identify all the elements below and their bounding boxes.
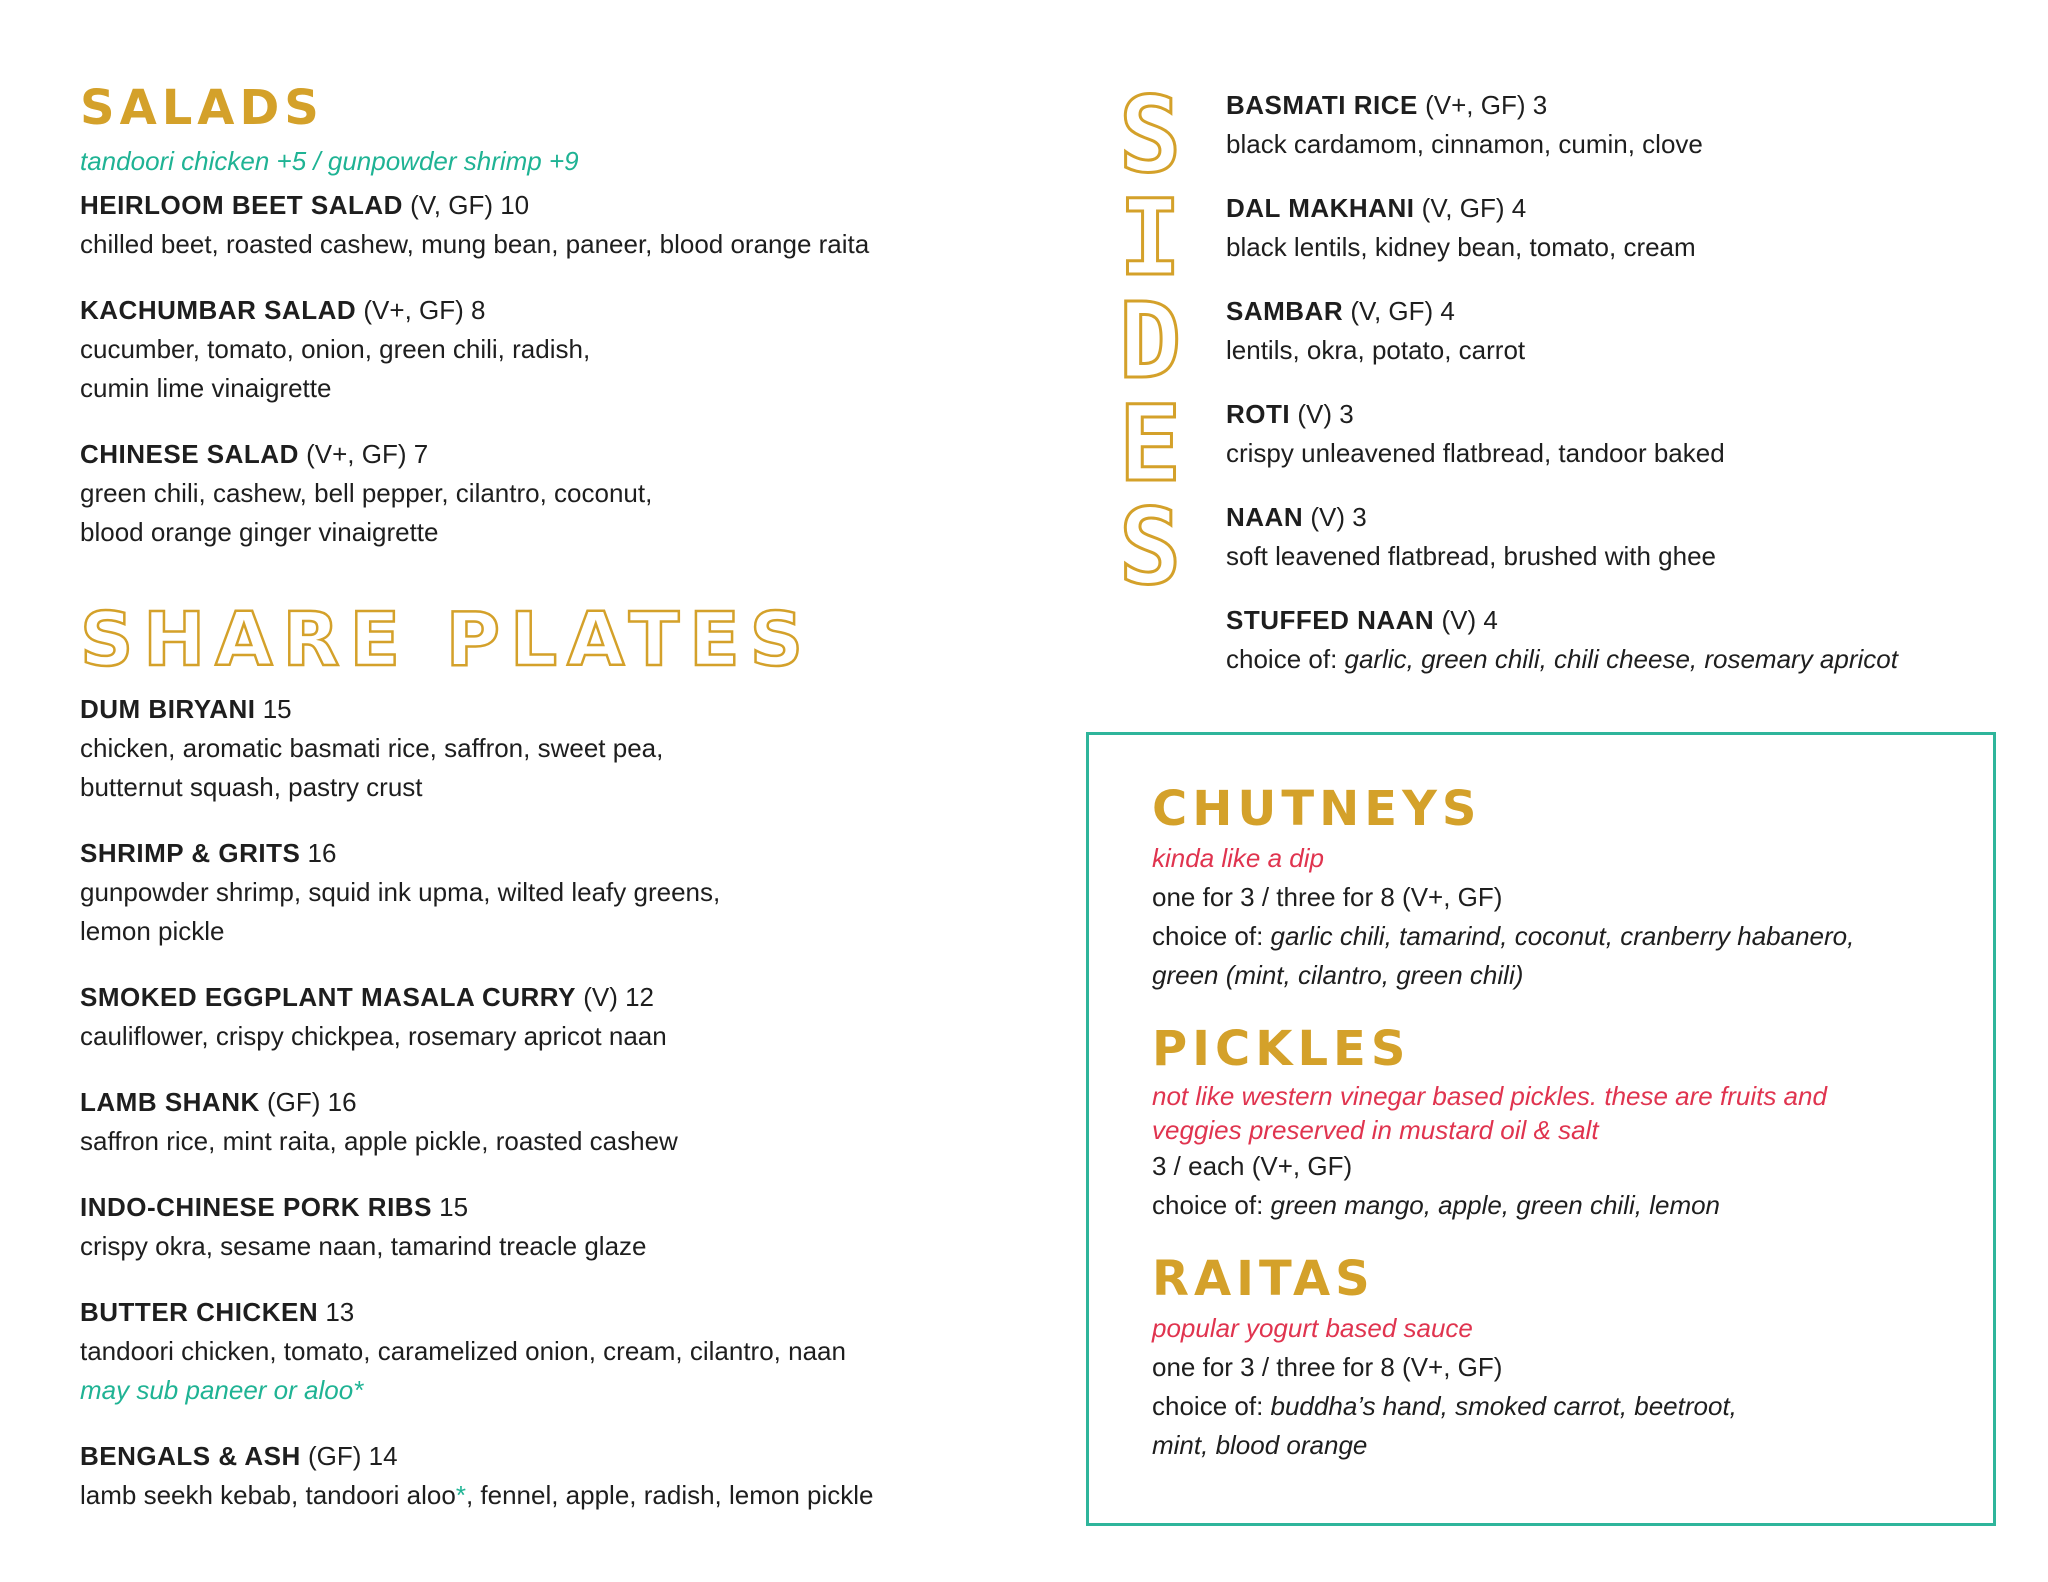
menu-item-butter-chicken: [80, 1293, 1040, 1410]
menu-item-stuffed-naan: [1226, 601, 2006, 679]
pickles-subtitle: not like western vinegar based pickles. these are fruits and: [1152, 1081, 1827, 1111]
item-desc: lemon pickle: [80, 916, 225, 946]
sides-heading-letter: E: [1118, 383, 1182, 505]
menu-item-indo-chinese-pork-ribs: [80, 1188, 1040, 1266]
raitas-subtitle: popular yogurt based sauce: [1152, 1313, 1473, 1343]
item-desc: tandoori chicken, tomato, caramelized onion, cream, cilantro, naan: [80, 1336, 846, 1366]
item-info: (V) 3: [1303, 502, 1367, 532]
item-desc: lentils, okra, potato, carrot: [1226, 335, 1526, 365]
raitas-price: one for 3 / three for 8 (V+, GF): [1152, 1352, 1503, 1382]
item-desc: saffron rice, mint raita, apple pickle, roasted cashew: [80, 1126, 678, 1156]
menu-item-shrimp-grits: [80, 834, 1040, 951]
choice-list: green mango, apple, green chili, lemon: [1270, 1190, 1721, 1220]
item-info: 13: [318, 1297, 355, 1327]
item-name: LAMB SHANK: [80, 1087, 260, 1117]
share-plates-heading: SHARE PLATES: [80, 597, 814, 683]
item-name: BASMATI RICE: [1226, 90, 1418, 120]
chutneys-choices: [1152, 917, 1933, 956]
choice-list: buddha’s hand, smoked carrot, beetroot,: [1270, 1391, 1737, 1421]
item-name: INDO-CHINESE PORK RIBS: [80, 1192, 432, 1222]
item-name: DUM BIRYANI: [80, 694, 256, 724]
item-info: (V+, GF) 8: [356, 295, 486, 325]
item-desc: gunpowder shrimp, squid ink upma, wilted leafy greens,: [80, 877, 721, 907]
item-info: 16: [300, 838, 337, 868]
item-info: (V, GF) 10: [402, 190, 530, 220]
choice-prefix: choice of:: [1152, 1190, 1271, 1220]
item-name: STUFFED NAAN: [1226, 605, 1435, 635]
item-name: SHRIMP & GRITS: [80, 838, 301, 868]
item-desc: butternut squash, pastry crust: [80, 772, 423, 802]
item-info: (V, GF) 4: [1343, 296, 1455, 326]
item-info: (V+, GF) 7: [298, 439, 429, 469]
sides-heading-letter: S: [1118, 74, 1182, 196]
item-info: 15: [255, 694, 292, 724]
item-name: ROTI: [1226, 399, 1291, 429]
item-desc: [1226, 640, 2006, 679]
item-desc: blood orange ginger vinaigrette: [80, 517, 439, 547]
menu-item-sambar: [1226, 292, 2006, 370]
raitas-heading: RAITAS: [1152, 1251, 1375, 1307]
choice-prefix: choice of:: [1152, 921, 1271, 951]
item-name: DAL MAKHANI: [1226, 193, 1415, 223]
sides-list: [1226, 86, 2006, 706]
item-info: (GF) 14: [300, 1441, 398, 1471]
item-desc: chicken, aromatic basmati rice, saffron, sweet pea,: [80, 733, 664, 763]
item-desc: cauliflower, crispy chickpea, rosemary apricot naan: [80, 1021, 667, 1051]
choice-list: green (mint, cilantro, green chili): [1152, 960, 1524, 990]
choice-prefix: choice of:: [1226, 644, 1345, 674]
menu-item-dum-biryani: [80, 690, 1040, 807]
salads-heading: SALADS: [80, 80, 324, 136]
item-desc: [80, 1476, 1040, 1515]
item-info: (V) 4: [1434, 605, 1498, 635]
item-info: (V) 12: [575, 982, 654, 1012]
sides-heading: [1108, 74, 1192, 608]
item-desc: soft leavened flatbread, brushed with ghee: [1226, 541, 1717, 571]
choice-list: mint, blood orange: [1152, 1430, 1368, 1460]
menu-item-roti: [1226, 395, 2006, 473]
menu-item-basmati-rice: [1226, 86, 2006, 164]
item-info: (V, GF) 4: [1414, 193, 1527, 223]
item-desc: crispy unleavened flatbread, tandoor baked: [1226, 438, 1725, 468]
menu-item-naan: [1226, 498, 2006, 576]
item-info: 15: [431, 1192, 469, 1222]
item-desc: cumin lime vinaigrette: [80, 373, 332, 403]
item-name: CHINESE SALAD: [80, 439, 299, 469]
left-column: [80, 80, 1040, 1542]
item-info: (V+, GF) 3: [1417, 90, 1548, 120]
desc-part: lamb seekh kebab, tandoori aloo: [80, 1480, 456, 1510]
raitas-section: [1152, 1251, 1933, 1465]
sides-heading-letter: D: [1118, 280, 1182, 402]
item-name: BENGALS & ASH: [80, 1441, 301, 1471]
choice-prefix: choice of:: [1152, 1391, 1271, 1421]
condiments-box: [1086, 732, 1996, 1526]
item-note: may sub paneer or aloo*: [80, 1375, 364, 1405]
pickles-price: 3 / each (V+, GF): [1152, 1151, 1353, 1181]
item-name: HEIRLOOM BEET SALAD: [80, 190, 403, 220]
menu-item-dal-makhani: [1226, 189, 2006, 267]
item-name: BUTTER CHICKEN: [80, 1297, 319, 1327]
item-info: (GF) 16: [259, 1087, 357, 1117]
menu-item-kachumbar-salad: [80, 291, 1040, 408]
item-desc: black cardamom, cinnamon, cumin, clove: [1226, 129, 1703, 159]
pickles-section: [1152, 1021, 1933, 1225]
raitas-choices: [1152, 1387, 1933, 1426]
item-name: SMOKED EGGPLANT MASALA CURRY: [80, 982, 576, 1012]
item-name: SAMBAR: [1226, 296, 1344, 326]
chutneys-subtitle: kinda like a dip: [1152, 843, 1324, 873]
item-name: NAAN: [1226, 502, 1304, 532]
choice-list: garlic, green chili, chili cheese, rosemary apricot: [1344, 644, 1898, 674]
pickles-subtitle: veggies preserved in mustard oil & salt: [1152, 1115, 1599, 1145]
item-desc: chilled beet, roasted cashew, mung bean, paneer, blood orange raita: [80, 229, 870, 259]
item-desc: green chili, cashew, bell pepper, cilantro, coconut,: [80, 478, 653, 508]
salads-addons: tandoori chicken +5 / gunpowder shrimp +9: [80, 146, 579, 176]
sides-heading-letter: S: [1118, 486, 1182, 608]
item-desc: black lentils, kidney bean, tomato, cream: [1226, 232, 1696, 262]
choice-list: garlic chili, tamarind, coconut, cranberry habanero,: [1270, 921, 1855, 951]
chutneys-price: one for 3 / three for 8 (V+, GF): [1152, 882, 1503, 912]
asterisk-mark: *: [455, 1480, 466, 1510]
chutneys-heading: CHUTNEYS: [1152, 781, 1482, 837]
desc-part: , fennel, apple, radish, lemon pickle: [465, 1480, 874, 1510]
menu-item-heirloom-beet-salad: [80, 186, 1040, 264]
menu-item-bengals-ash: [80, 1437, 1040, 1515]
pickles-heading: PICKLES: [1152, 1021, 1411, 1077]
item-name: KACHUMBAR SALAD: [80, 295, 357, 325]
item-desc: crispy okra, sesame naan, tamarind treacle glaze: [80, 1231, 647, 1261]
item-info: (V) 3: [1290, 399, 1354, 429]
menu-item-chinese-salad: [80, 435, 1040, 552]
pickles-choices: [1152, 1186, 1933, 1225]
sides-heading-letter: I: [1118, 177, 1182, 299]
item-desc: cucumber, tomato, onion, green chili, radish,: [80, 334, 591, 364]
menu-item-smoked-eggplant-curry: [80, 978, 1040, 1056]
chutneys-section: [1152, 781, 1933, 995]
menu-item-lamb-shank: [80, 1083, 1040, 1161]
